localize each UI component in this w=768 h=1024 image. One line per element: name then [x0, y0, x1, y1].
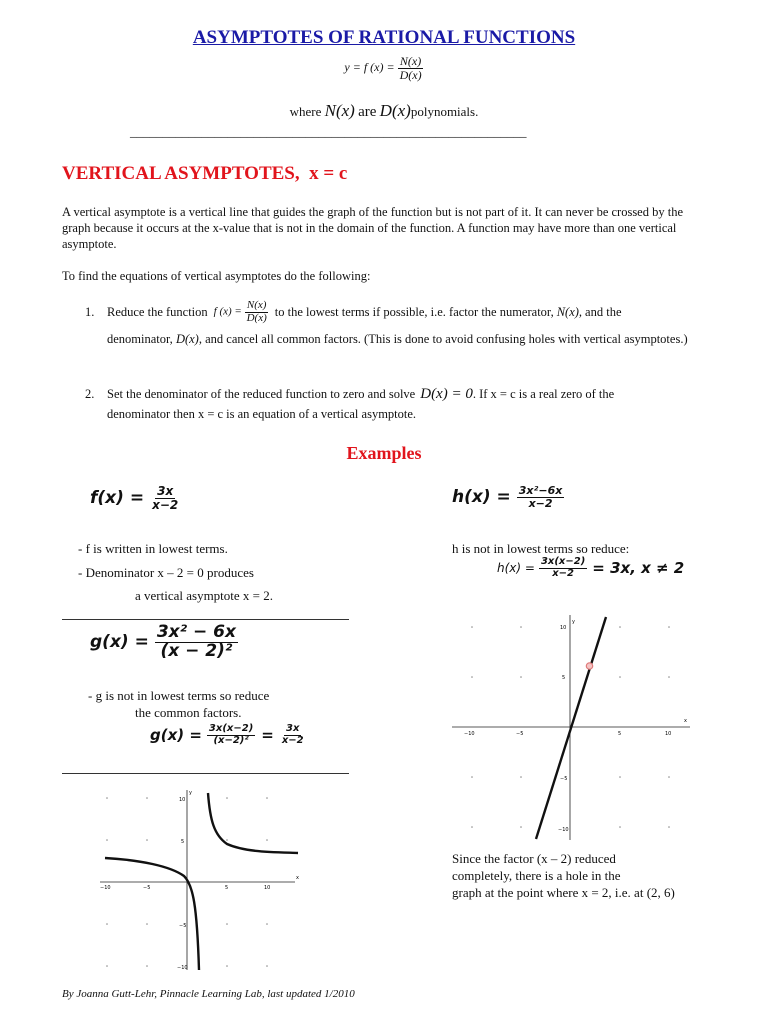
- hole-note-line-3: graph at the point where x = 2, i.e. at (2, 6): [452, 885, 675, 900]
- graph-g-tick-y-10: 10: [179, 797, 186, 803]
- graph-h-y-label: y: [572, 619, 575, 625]
- step-1-fraction: [245, 300, 269, 324]
- example-h-reduced-rhs: = 3x, x ≠ 2: [592, 559, 685, 577]
- example-h-num: 3x²−6x: [518, 484, 563, 497]
- example-h-reduced: [497, 557, 684, 579]
- hole-note-line-2: completely, there is a hole in the: [452, 868, 621, 883]
- footer: By Joanna Gutt-Lehr, Pinnacle Learning Lab, last updated 1/2010: [62, 988, 355, 1000]
- graph-g-tick-y-5: 5: [181, 839, 185, 845]
- example-h-reduced-den: x−2: [552, 567, 575, 579]
- graph-h: [452, 615, 692, 840]
- example-g-final-fraction: [280, 724, 306, 746]
- example-h-note: h is not in lowest terms so reduce:: [452, 541, 630, 556]
- example-f-num: 3x: [157, 484, 174, 498]
- graph-g-curve-left: [105, 858, 199, 970]
- section-heading: VERTICAL ASYMPTOTES, x = c: [62, 163, 348, 184]
- example-h-formula: [452, 485, 564, 509]
- example-g-reduced-fraction: [207, 724, 255, 746]
- step-2-number: 2.: [85, 387, 95, 401]
- step-2-post: . If x = c is a real zero of the: [472, 387, 615, 401]
- graph-h-x-label: x: [684, 718, 687, 724]
- example-f-note-2: - Denominator x – 2 = 0 produces: [78, 565, 254, 580]
- step-1-and: and the: [585, 305, 622, 320]
- example-g-note-2: the common factors.: [135, 705, 242, 720]
- example-h-lhs: h(x) =: [452, 487, 511, 508]
- page-title: ASYMPTOTES OF RATIONAL FUNCTIONS: [192, 27, 576, 48]
- step-2-pre: Set the denominator of the reduced function to zero and solve: [107, 387, 416, 401]
- example-f-formula: [90, 485, 180, 511]
- graph-h-tick-y-neg10: −10: [558, 827, 569, 833]
- dx-symbol: D(x): [379, 101, 411, 120]
- where-word: where: [289, 104, 322, 119]
- example-h-reduced-fraction: [539, 557, 587, 579]
- step-1-number: 1.: [85, 305, 95, 320]
- graph-g-tick-y-neg10: −10: [177, 965, 188, 970]
- graph-h-tick-x-neg10: −10: [464, 731, 475, 737]
- example-g-equals: =: [261, 726, 274, 744]
- graph-h-line: [536, 617, 606, 839]
- graph-h-tick-x-5: 5: [618, 731, 622, 737]
- step-1-dx: D(x): [175, 332, 199, 347]
- are-word: are: [358, 104, 377, 120]
- example-h-reduced-lhs: h(x) =: [497, 561, 535, 575]
- example-g-note-1: - g is not in lowest terms so reduce: [88, 688, 270, 703]
- graph-h-tick-y-10: 10: [560, 625, 567, 631]
- example-f-note-3: a vertical asymptote x = 2.: [135, 588, 274, 603]
- graph-g-tick-x-10: 10: [264, 885, 271, 891]
- step-1-pre: Reduce the function: [107, 305, 208, 320]
- step-1-fraction-den: D(x): [246, 311, 267, 324]
- graph-g-tick-x-neg5: −5: [143, 885, 151, 891]
- divider-bottom: [62, 773, 349, 774]
- example-g-fraction: [155, 624, 238, 661]
- graph-g-tick-y-neg5: −5: [179, 923, 187, 929]
- graph-h-tick-x-10: 10: [665, 731, 672, 737]
- step-2-equation: D(x) = 0: [420, 386, 473, 402]
- step-1-mid: to the lowest terms if possible, i.e. factor the numerator,: [274, 305, 554, 320]
- graph-h-tick-y-neg5: −5: [560, 776, 568, 782]
- example-g-den: (x − 2)²: [160, 640, 233, 661]
- graph-g: [100, 790, 300, 970]
- example-h-den: x−2: [528, 496, 553, 510]
- graph-h-tick-y-5: 5: [562, 675, 566, 681]
- example-g-final-num: 3x: [286, 723, 300, 734]
- example-g-reduced: [150, 724, 306, 746]
- step-2-line2: denominator then x = c is an equation of a vertical asymptote.: [107, 407, 417, 421]
- divider-top: [62, 619, 349, 620]
- steps-intro: To find the equations of vertical asymptotes do the following:: [62, 269, 371, 283]
- graph-h-hole-point: [586, 663, 592, 669]
- example-f-lhs: f(x) =: [90, 488, 145, 509]
- formula-numerator: N(x): [399, 54, 422, 68]
- example-f-den: x−2: [152, 497, 179, 512]
- formula-lhs: y = f (x) =: [344, 59, 395, 74]
- example-f-fraction: [150, 485, 180, 511]
- step-1-function: [214, 300, 269, 324]
- main-formula: [0, 55, 768, 81]
- example-g-reduced-den: (x−2)²: [213, 734, 249, 746]
- step-1-function-lhs: f (x) =: [213, 305, 242, 318]
- graph-g-y-label: y: [189, 790, 192, 796]
- example-h-reduced-num: 3x(x−2): [540, 556, 586, 567]
- example-g-reduced-lhs: g(x) =: [150, 726, 202, 744]
- example-f-note-1: - f is written in lowest terms.: [78, 541, 228, 556]
- nx-symbol: N(x): [324, 101, 355, 120]
- intro-paragraph: A vertical asymptote is a vertical line that guides the graph of the function but is not part of it. It can never be crossed by the graph because it occurs at the x-value that is not in the domain of the function. A function may have more than one vertical asymptote.: [62, 205, 683, 251]
- example-g-final-den: x−2: [281, 734, 304, 746]
- step-1: [85, 300, 715, 347]
- examples-heading: Examples: [346, 443, 422, 463]
- example-h-fraction: [517, 485, 565, 509]
- separator-line: _____________________________________________________________: [130, 124, 527, 139]
- graph-g-tick-x-5: 5: [225, 885, 229, 891]
- polynomials-word: polynomials.: [410, 104, 479, 119]
- example-g-num: 3x² − 6x: [156, 622, 236, 642]
- hole-note-line-1: Since the factor (x – 2) reduced: [452, 851, 616, 866]
- step-1-line2a: denominator,: [107, 332, 173, 347]
- graph-g-curve-right: [208, 793, 298, 853]
- step-1-line2b: , and cancel all common factors. (This is done to avoid confusing holes with vertical asymptotes.): [198, 332, 688, 347]
- graph-h-tick-x-neg5: −5: [516, 731, 524, 737]
- hole-note: [452, 850, 675, 901]
- step-1-fraction-num: N(x): [246, 299, 267, 311]
- example-g-reduced-num: 3x(x−2): [208, 723, 254, 734]
- graph-g-x-label: x: [296, 875, 299, 881]
- example-g-lhs: g(x) =: [90, 632, 149, 653]
- step-1-nx: N(x),: [556, 305, 583, 320]
- where-line: [0, 101, 768, 121]
- example-g-formula: [90, 624, 238, 661]
- graph-g-tick-x-neg10: −10: [100, 885, 111, 891]
- formula-fraction: [398, 55, 424, 81]
- step-2: [85, 386, 715, 422]
- formula-denominator: D(x): [399, 67, 422, 82]
